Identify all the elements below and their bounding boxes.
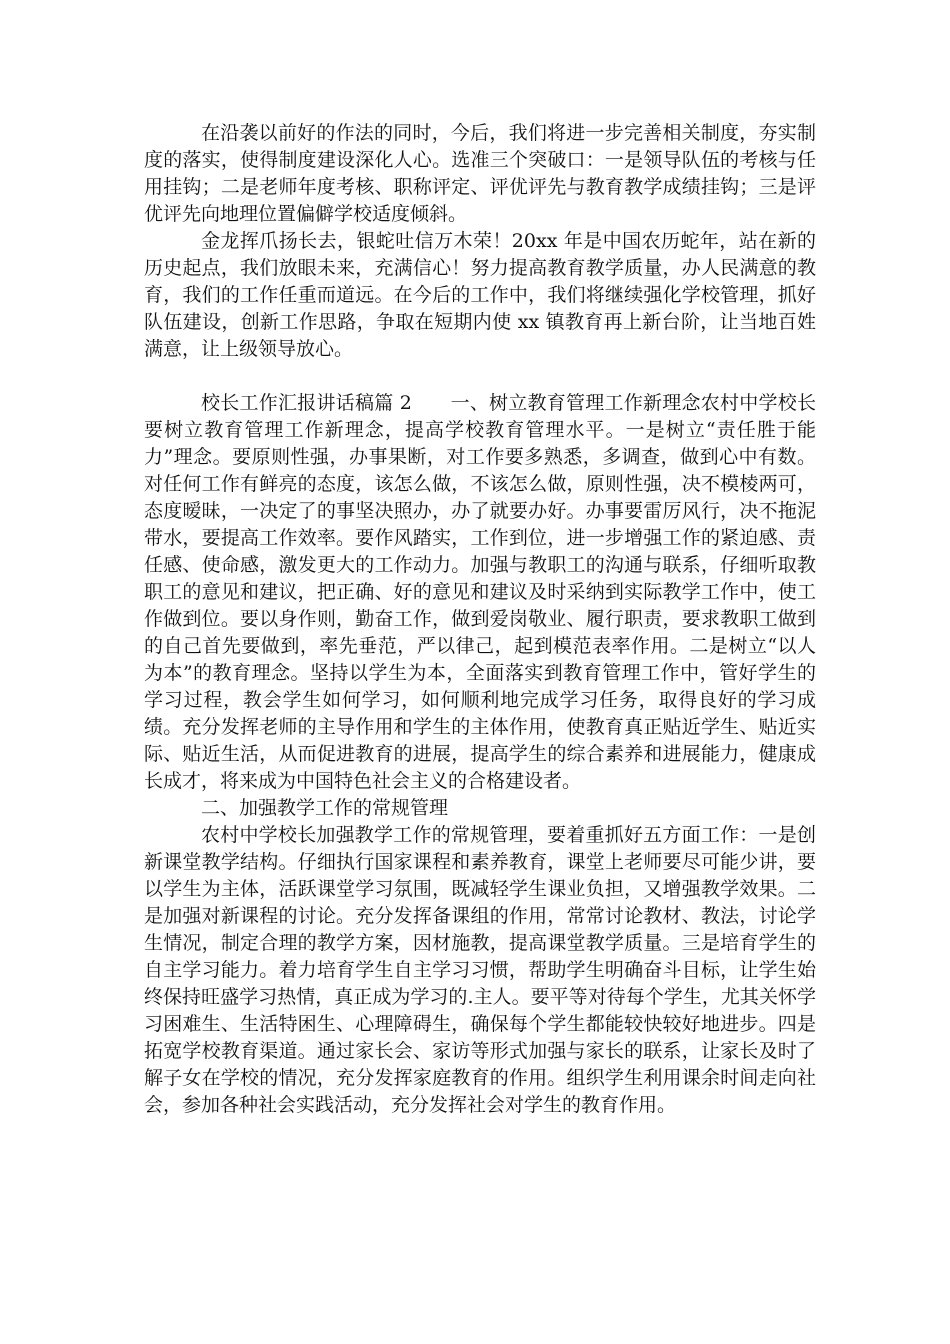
paragraph-routine-management: 农村中学校长加强教学工作的常规管理，要着重抓好五方面工作：一是创新课堂教学结构。仔细执行国家课程和素养教育，课堂上老师要尽可能少讲，要以学生为主体，活跃课堂学习氛围，既减轻学生课业负担，又增强教学效果。二是加强对新课程的讨论。充分发挥备课组的作用，常常讨论教材、教法，讨论学生情况，制定合理的教学方案，因材施教，提高课堂教学质量。三是培育学生的自主学习能力。着力培育学生自主学习习惯，帮助学生明确奋斗目标，让学生始终保持旺盛学习热情，真正成为学习的.主人。要平等对待每个学生，尤其关怀学习困难生、生活特困生、心理障碍生，确保每个学生都能较快较好地进步。四是拓宽学校教育渠道。通过家长会、家访等形式加强与家长的联系，让家长及时了解子女在学校的情况，充分发挥家庭教育的作用。组织学生利用课余时间走向社会，参加各种社会实践活动，充分发挥社会对学生的教育作用。 [144,824,816,1116]
document-page [144,120,816,1119]
paragraph-new-year-outlook: 金龙挥爪扬长去，银蛇吐信万木荣！20xx 年是中国农历蛇年，站在新的历史起点，我们放眼未来，充满信心！努力提高教育教学质量，办人民满意的教育，我们的工作任重而道远。在今后的工作中，我们将继续强化学校管理，抓好队伍建设，创新工作思路，争取在短期内使 xx 镇教育再上新台阶，让当地百姓满意，让上级领导放心。 [144,230,816,360]
paragraph-management-philosophy: 校长工作汇报讲话稿篇 2 一、树立教育管理工作新理念农村中学校长要树立教育管理工作新理念，提高学校教育管理水平。一是树立“责任胜于能力”理念。要原则性强，办事果断，对工作要多熟悉，多调查，做到心中有数。对任何工作有鲜亮的态度，该怎么做，不该怎么做，原则性强，决不模棱两可，态度暧昧，一决定了的事坚决照办，办了就要办好。办事要雷厉风行，决不拖泥带水，要提高工作效率。要作风踏实，工作到位，进一步增强工作的紧迫感、责任感、使命感，激发更大的工作动力。加强与教职工的沟通与联系，仔细听取教职工的意见和建议，把正确、好的意见和建议及时采纳到实际教学工作中，使工作做到位。要以身作则，勤奋工作，做到爱岗敬业、履行职责，要求教职工做到的自己首先要做到，率先垂范，严以律己，起到模范表率作用。二是树立“以人为本”的教育理念。坚持以学生为本，全面落实到教育管理工作中，管好学生的学习过程，教会学生如何学习，如何顺利地完成学习任务，取得良好的学习成绩。充分发挥老师的主导作用和学生的主体作用，使教育真正贴近学生、贴近实际、贴近生活，从而促进教育的进展，提高学生的综合素养和进展能力，健康成长成才，将来成为中国特色社会主义的合格建设者。 [144,392,816,792]
section-heading-routine-management: 二、加强教学工作的常规管理 [201,797,449,819]
paragraph-gap [144,363,816,390]
paragraph-institution-measures: 在沿袭以前好的作法的同时，今后，我们将进一步完善相关制度，夯实制度的落实，使得制度建设深化人心。选准三个突破口：一是领导队伍的考核与任用挂钩；二是老师年度考核、职称评定、评优评先与教育教学成绩挂钩；三是评优评先向地理位置偏僻学校适度倾斜。 [144,122,816,225]
